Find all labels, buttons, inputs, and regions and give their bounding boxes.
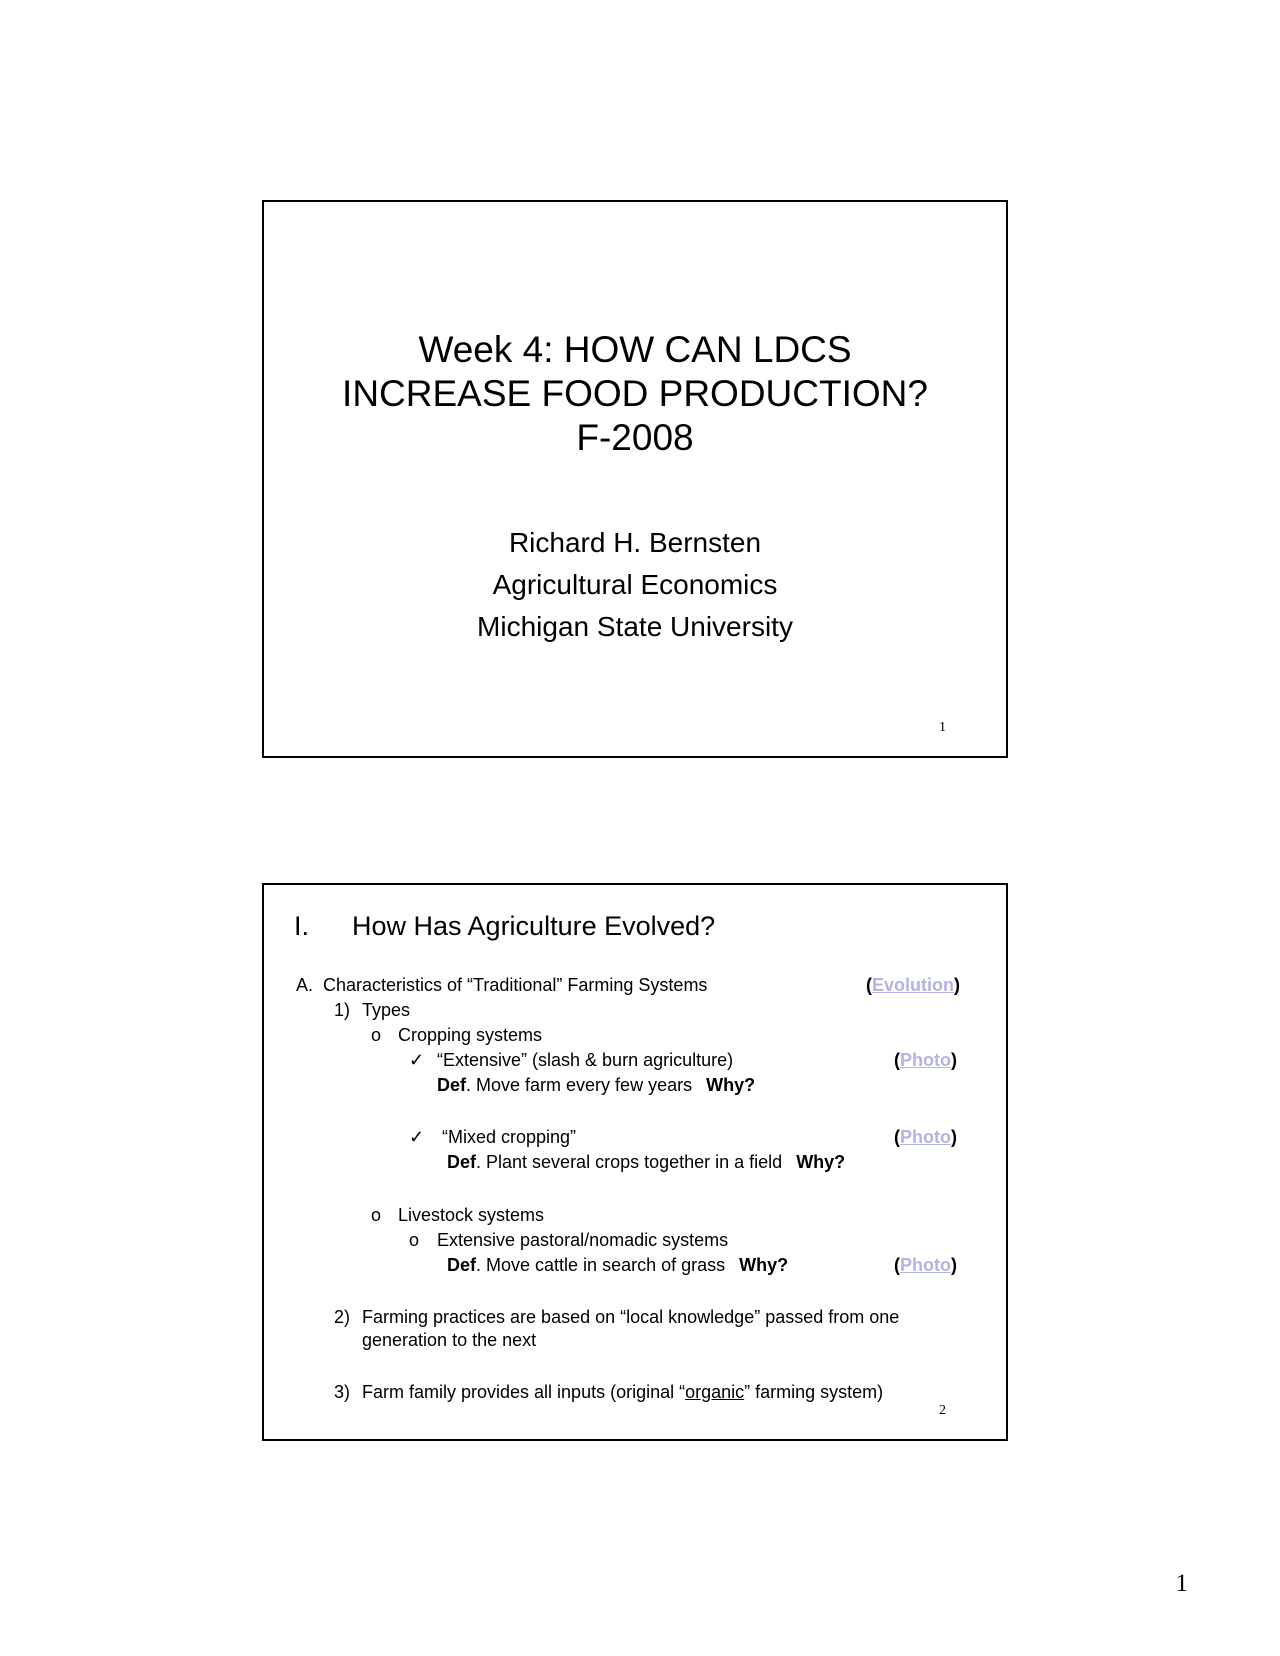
page-number: 1 — [1175, 1570, 1188, 1597]
item-2 — [334, 1305, 899, 1329]
mixed-definition — [447, 1150, 845, 1174]
item-1 — [334, 998, 410, 1022]
livestock-systems — [371, 1203, 544, 1227]
why-label: Why? — [739, 1255, 789, 1275]
paren-open: ( — [866, 975, 872, 995]
item-3-pre: Farm family provides all inputs (original “ — [362, 1382, 686, 1402]
def-label: Def — [437, 1075, 467, 1095]
checkmark-icon: ✓ — [409, 1127, 425, 1147]
def-text: . Move cattle in search of grass — [476, 1255, 726, 1275]
title-line-2: INCREASE FOOD PRODUCTION? — [342, 373, 928, 414]
item-3-number: 3) — [334, 1382, 351, 1402]
evolution-link-ref — [866, 973, 960, 997]
cropping-text: Cropping systems — [398, 1025, 543, 1045]
item-2-line-1: Farming practices are based on “local knowledge” passed from one — [362, 1307, 900, 1327]
livestock-text: Livestock systems — [398, 1205, 545, 1225]
checkmark-icon: ✓ — [409, 1050, 425, 1070]
paren-open: ( — [894, 1050, 900, 1070]
item-2-number: 2) — [334, 1307, 351, 1327]
bullet-icon: o — [371, 1025, 382, 1045]
slide-1 — [262, 200, 1008, 758]
slide-heading — [294, 909, 715, 943]
item-2-line-2: generation to the next — [362, 1330, 537, 1350]
paren-close: ) — [954, 975, 960, 995]
pastoral-text: Extensive pastoral/nomadic systems — [437, 1230, 729, 1250]
bullet-icon: o — [409, 1230, 420, 1250]
item-1-text: Types — [362, 1000, 411, 1020]
paren-open: ( — [894, 1255, 900, 1275]
item-3-post: ” farming system) — [744, 1382, 884, 1402]
paren-close: ) — [951, 1127, 957, 1147]
def-label: Def — [447, 1255, 477, 1275]
photo-link-extensive[interactable]: Photo — [900, 1050, 951, 1070]
paren-close: ) — [951, 1255, 957, 1275]
item-3 — [334, 1380, 883, 1404]
pastoral-definition — [447, 1253, 788, 1277]
extensive-photo-ref — [894, 1048, 957, 1072]
section-a-letter: A. — [296, 975, 314, 995]
slide-number: 2 — [939, 1403, 946, 1418]
why-label: Why? — [796, 1152, 846, 1172]
extensive-definition — [437, 1073, 755, 1097]
why-label: Why? — [706, 1075, 756, 1095]
photo-link-mixed[interactable]: Photo — [900, 1127, 951, 1147]
slide-2 — [262, 883, 1008, 1441]
mixed-text: “Mixed cropping” — [442, 1127, 577, 1147]
university: Michigan State University — [477, 611, 793, 642]
mixed-item — [409, 1125, 576, 1149]
pastoral-photo-ref — [894, 1253, 957, 1277]
photo-link-pastoral[interactable]: Photo — [900, 1255, 951, 1275]
def-text: . Move farm every few years — [466, 1075, 693, 1095]
item-3-organic: organic — [685, 1382, 745, 1402]
department: Agricultural Economics — [492, 569, 778, 600]
def-text: . Plant several crops together in a field — [476, 1152, 783, 1172]
pastoral-item — [409, 1228, 728, 1252]
paren-open: ( — [894, 1127, 900, 1147]
item-1-number: 1) — [334, 1000, 351, 1020]
section-a — [296, 973, 707, 997]
extensive-text: “Extensive” (slash & burn agriculture) — [437, 1050, 734, 1070]
evolution-link[interactable]: Evolution — [872, 975, 954, 995]
def-label: Def — [447, 1152, 477, 1172]
paren-close: ) — [951, 1050, 957, 1070]
title-line-3: F-2008 — [576, 417, 694, 458]
section-a-text: Characteristics of “Traditional” Farming Systems — [323, 975, 708, 995]
extensive-item — [409, 1048, 733, 1072]
title-line-1: Week 4: HOW CAN LDCS — [418, 329, 852, 370]
bullet-icon: o — [371, 1205, 382, 1225]
slide-number: 1 — [939, 720, 946, 735]
cropping-systems — [371, 1023, 542, 1047]
author-name: Richard H. Bernsten — [508, 527, 762, 558]
mixed-photo-ref — [894, 1125, 957, 1149]
heading-number: I. — [294, 911, 310, 941]
heading-text: How Has Agriculture Evolved? — [352, 911, 716, 941]
